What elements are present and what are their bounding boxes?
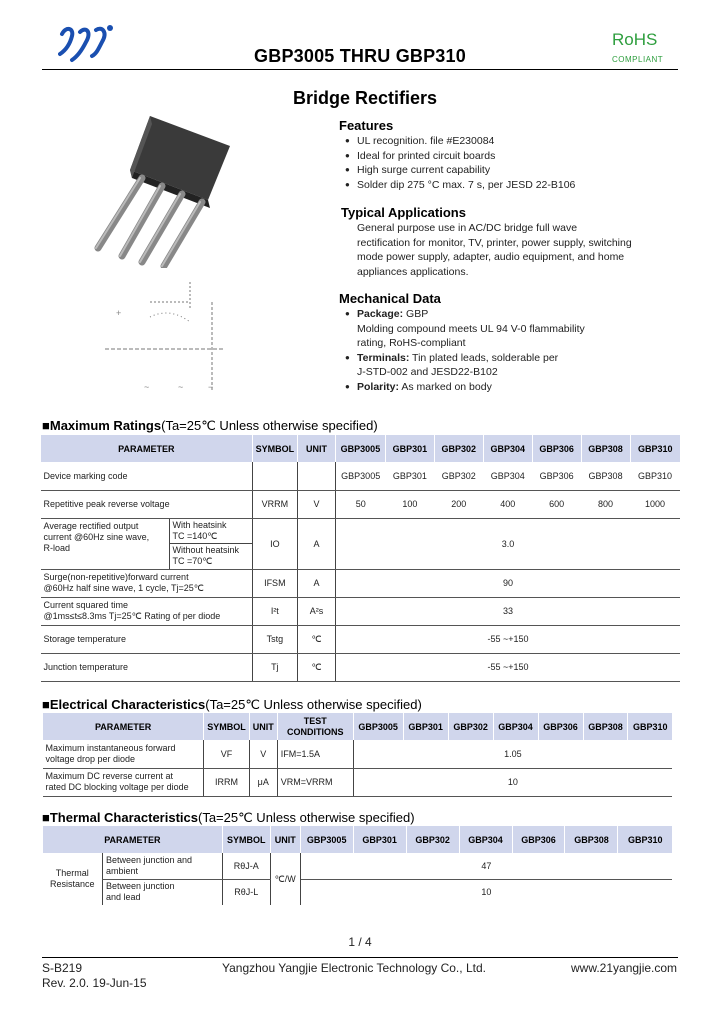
col-header: SYMBOL <box>252 435 298 462</box>
applications-line: rectification for monitor, TV, printer, power supply, switching <box>357 236 632 249</box>
electrical-table <box>42 713 672 797</box>
col-header: UNIT <box>249 713 277 740</box>
col-header: PARAMETER <box>43 826 223 853</box>
feature-item: ● High surge current capability <box>345 163 575 178</box>
mechanical-molding: Molding compound meets UL 94 V-0 flammability <box>357 322 585 335</box>
rohs-compliant-label: COMPLIANT <box>612 55 664 64</box>
col-header: PARAMETER <box>41 435 253 462</box>
col-header: GBP3005 <box>335 435 385 462</box>
table-row: Storage temperature Tstg ℃ -55 ~+150 <box>41 625 681 653</box>
rohs-mark: RoHS <box>612 30 658 49</box>
mechanical-list <box>345 307 585 394</box>
applications-heading: Typical Applications <box>341 205 466 220</box>
col-header: UNIT <box>270 826 300 853</box>
table-header-row <box>41 435 681 462</box>
applications-line: General purpose use in AC/DC bridge full wave <box>357 222 578 234</box>
electrical-heading: ■Electrical Characteristics(Ta=25℃ Unless otherwise specified) <box>42 697 422 712</box>
mechanical-terminals: ● Terminals: Tin plated leads, solderable per <box>345 351 585 366</box>
feature-item: ● Solder dip 275 °C max. 7 s, per JESD 22-B106 <box>345 178 575 193</box>
pin-mark-ac-1: ~ <box>144 382 150 392</box>
col-header: GBP308 <box>583 713 628 740</box>
col-header: GBP310 <box>618 826 672 853</box>
table-row: Maximum DC reverse current at rated DC blocking voltage per diode IRRM μA VRM=VRRM 10 <box>43 768 673 796</box>
max-ratings-heading: ■Maximum Ratings(Ta=25℃ Unless otherwise specified) <box>42 418 378 433</box>
table-row: Between junction and lead RθJ-L 10 <box>43 879 673 905</box>
thermal-table <box>42 826 672 905</box>
pin-mark-ac-2: ~ <box>178 382 184 392</box>
outline-dimension-drawing <box>100 282 235 394</box>
feature-item: ● UL recognition. file #E230084 <box>345 134 575 149</box>
thermal-heading: ■Thermal Characteristics(Ta=25℃ Unless otherwise specified) <box>42 810 415 825</box>
col-header: GBP306 <box>538 713 583 740</box>
mechanical-heading: Mechanical Data <box>339 291 441 306</box>
col-header: GBP310 <box>630 435 680 462</box>
table-row: Average rectified output current @60Hz sine wave, R-load With heatsink TC =140℃ Without heatsink TC =70℃ IO A 3.0 <box>41 518 681 569</box>
col-header: GBP3005 <box>300 826 353 853</box>
features-heading: Features <box>339 118 394 133</box>
table-row: Repetitive peak reverse voltage VRRM V 50 100 200 400 600 800 1000 <box>41 490 681 518</box>
page-number: 1 / 4 <box>348 935 372 949</box>
table-row: Current squared time @1ms≤t≤8.3ms Tj=25℃ Rating of per diode I²t A²s 33 <box>41 597 681 625</box>
table-header-row <box>43 826 673 853</box>
document-title: GBP3005 THRU GBP310 <box>254 46 466 66</box>
col-header: TEST CONDITIONS <box>277 713 353 740</box>
col-header: GBP301 <box>353 826 406 853</box>
product-title: Bridge Rectifiers <box>292 88 438 108</box>
col-header: GBP304 <box>493 713 538 740</box>
col-header: GBP302 <box>406 826 459 853</box>
mechanical-terminals-2: J-STD-002 and JESD22-B102 <box>357 366 498 378</box>
revision-info: Rev. 2.0. 19-Jun-15 <box>42 976 147 990</box>
col-header: SYMBOL <box>222 826 270 853</box>
header-divider <box>42 69 678 70</box>
col-header: GBP301 <box>385 435 434 462</box>
mechanical-molding-2: rating, RoHS-compliant <box>357 337 466 349</box>
feature-item: ● Ideal for printed circuit boards <box>345 149 575 164</box>
table-header-row <box>43 713 673 740</box>
col-header: GBP304 <box>459 826 512 853</box>
col-header: GBP302 <box>448 713 493 740</box>
table-row: Device marking code GBP3005 GBP301 GBP302 GBP304 GBP306 GBP308 GBP310 <box>41 462 681 490</box>
col-header: GBP308 <box>581 435 630 462</box>
max-ratings-table <box>40 435 680 682</box>
applications-line: appliances applications. <box>357 265 469 278</box>
mechanical-package: ● Package: GBP <box>345 307 585 322</box>
table-row: Thermal Resistance Between junction and ambient RθJ-A ℃/W 47 <box>43 853 673 879</box>
table-row: Junction temperature Tj ℃ -55 ~+150 <box>41 653 681 681</box>
company-name: Yangzhou Yangjie Electronic Technology Co., Ltd. <box>222 961 486 975</box>
col-header: PARAMETER <box>43 713 204 740</box>
table-row: Surge(non-repetitive)forward current @60Hz half sine wave, 1 cycle, Tj=25℃ IFSM A 90 <box>41 569 681 597</box>
mechanical-polarity: ● Polarity: As marked on body <box>345 380 585 395</box>
col-header: UNIT <box>298 435 336 462</box>
features-list <box>345 134 575 192</box>
document-code: S-B219 <box>42 961 83 975</box>
col-header: GBP3005 <box>353 713 403 740</box>
col-header: GBP302 <box>434 435 483 462</box>
col-header: GBP308 <box>565 826 618 853</box>
applications-line: mode power supply, adapter, audio equipment, and home <box>357 251 625 263</box>
col-header: SYMBOL <box>204 713 250 740</box>
company-website: www.21yangjie.com <box>571 961 678 975</box>
pin-mark-minus: − <box>208 382 214 392</box>
footer-divider <box>42 957 678 958</box>
col-header: GBP310 <box>628 713 672 740</box>
pin-mark-plus: + <box>116 308 122 318</box>
package-illustration <box>90 108 240 268</box>
col-header: GBP304 <box>483 435 532 462</box>
applications-text <box>357 221 632 279</box>
col-header: GBP301 <box>403 713 448 740</box>
col-header: GBP306 <box>512 826 565 853</box>
table-row: Maximum instantaneous forward voltage drop per diode VF V IFM=1.5A 1.05 <box>43 740 673 768</box>
col-header: GBP306 <box>532 435 581 462</box>
